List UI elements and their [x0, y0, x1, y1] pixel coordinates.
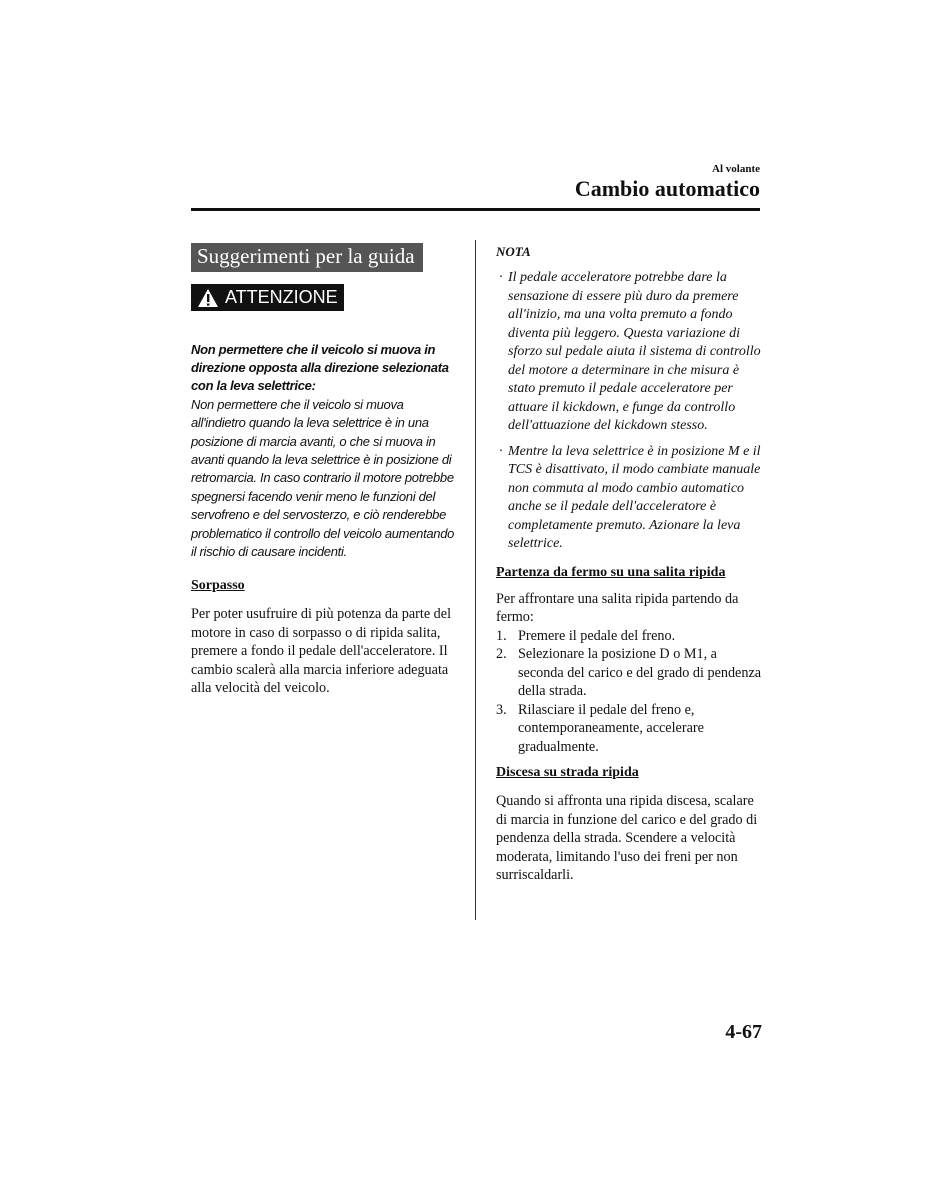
step-text: Selezionare la posizione D o M1, a seconda del carico e del grado di pendenza della strada. — [518, 646, 762, 699]
page-number: 4-67 — [725, 1021, 762, 1043]
section-title: Suggerimenti per la guida — [191, 243, 423, 272]
nota-item-text: Il pedale acceleratore potrebbe dare la sensazione di essere più duro da premere all'inizio, ma una volta premuto a fondo diventa più leggero. Questa variazione di sforzo sul pedale aiuta il sistema di controllo del motore a determinare in che misura è stato premuto il pedale acceleratore per attuare il kickdown, e funge da controllo dell'attuazione del kickdown stesso. — [508, 270, 761, 433]
discesa-heading: Discesa su strada ripida — [496, 765, 639, 780]
warning-body — [191, 341, 461, 562]
nota-item — [496, 269, 762, 436]
list-item — [496, 645, 762, 701]
nota-item-text: Mentre la leva selettrice è in posizione M e il TCS è disattivato, il modo cambiate manuale non commuta al modo cambio automatico anche se il pedale dell'acceleratore è completamente premuto. Azionare la leva selettrice. — [508, 443, 761, 551]
nota-item — [496, 443, 762, 554]
step-number: 1. — [496, 627, 507, 644]
page-title: Cambio automatico — [574, 176, 760, 201]
salita-steps — [496, 627, 762, 757]
nota-list — [496, 269, 762, 554]
sorpasso-heading: Sorpasso — [191, 578, 245, 594]
right-column — [496, 243, 762, 885]
list-item — [496, 701, 762, 757]
step-number: 2. — [496, 646, 507, 662]
step-text: Premere il pedale del freno. — [518, 627, 676, 644]
warning-text: Non permettere che il veicolo si muova all'indietro quando la leva selettrice è in una posizione di marcia avanti, o che si muova in avanti quando la leva selettrice è in posizione di retromarcia. In caso contrario il motore potrebbe spegnersi facendo venir meno le funzioni del servofreno e del servosterzo, e ciò renderebbe problematico il controllo del veicolo aumentando il rischio di causare incidenti. — [191, 396, 455, 559]
salita-heading: Partenza da fermo su una salita ripida — [496, 564, 726, 580]
left-column — [191, 243, 461, 698]
bullet: · — [499, 270, 503, 285]
nota-label: NOTA — [496, 244, 531, 259]
header-section-label: Al volante — [712, 163, 760, 175]
warning-label: ATTENZIONE — [225, 287, 338, 307]
step-text: Rilasciare il pedale del freno e, contemporaneamente, accelerare gradualmente. — [518, 701, 704, 755]
warning-banner — [191, 284, 344, 311]
sorpasso-text: Per poter usufruire di più potenza da parte del motore in caso di sorpasso o di ripida salita, premere a fondo il pedale dell'acceleratore. Il cambio scalerà alla marcia inferiore adeguata alla velocità del veicolo. — [191, 606, 452, 697]
bullet: · — [499, 443, 503, 459]
column-divider — [475, 240, 476, 920]
discesa-text: Quando si affronta una ripida discesa, scalare di marcia in funzione del carico e del grado di pendenza della strada. Scendere a velocità moderata, limitando l'uso dei freni per non surriscaldarli. — [496, 793, 758, 883]
warning-bold-text: Non permettere che il veicolo si muova in direzione opposta alla direzione selezionata con la leva selettrice: — [191, 341, 449, 394]
step-number: 3. — [496, 701, 507, 718]
header-rule — [191, 208, 760, 211]
salita-intro: Per affrontare una salita ripida partendo da fermo: — [496, 590, 739, 625]
warning-triangle-icon — [197, 288, 219, 308]
list-item — [496, 627, 762, 646]
